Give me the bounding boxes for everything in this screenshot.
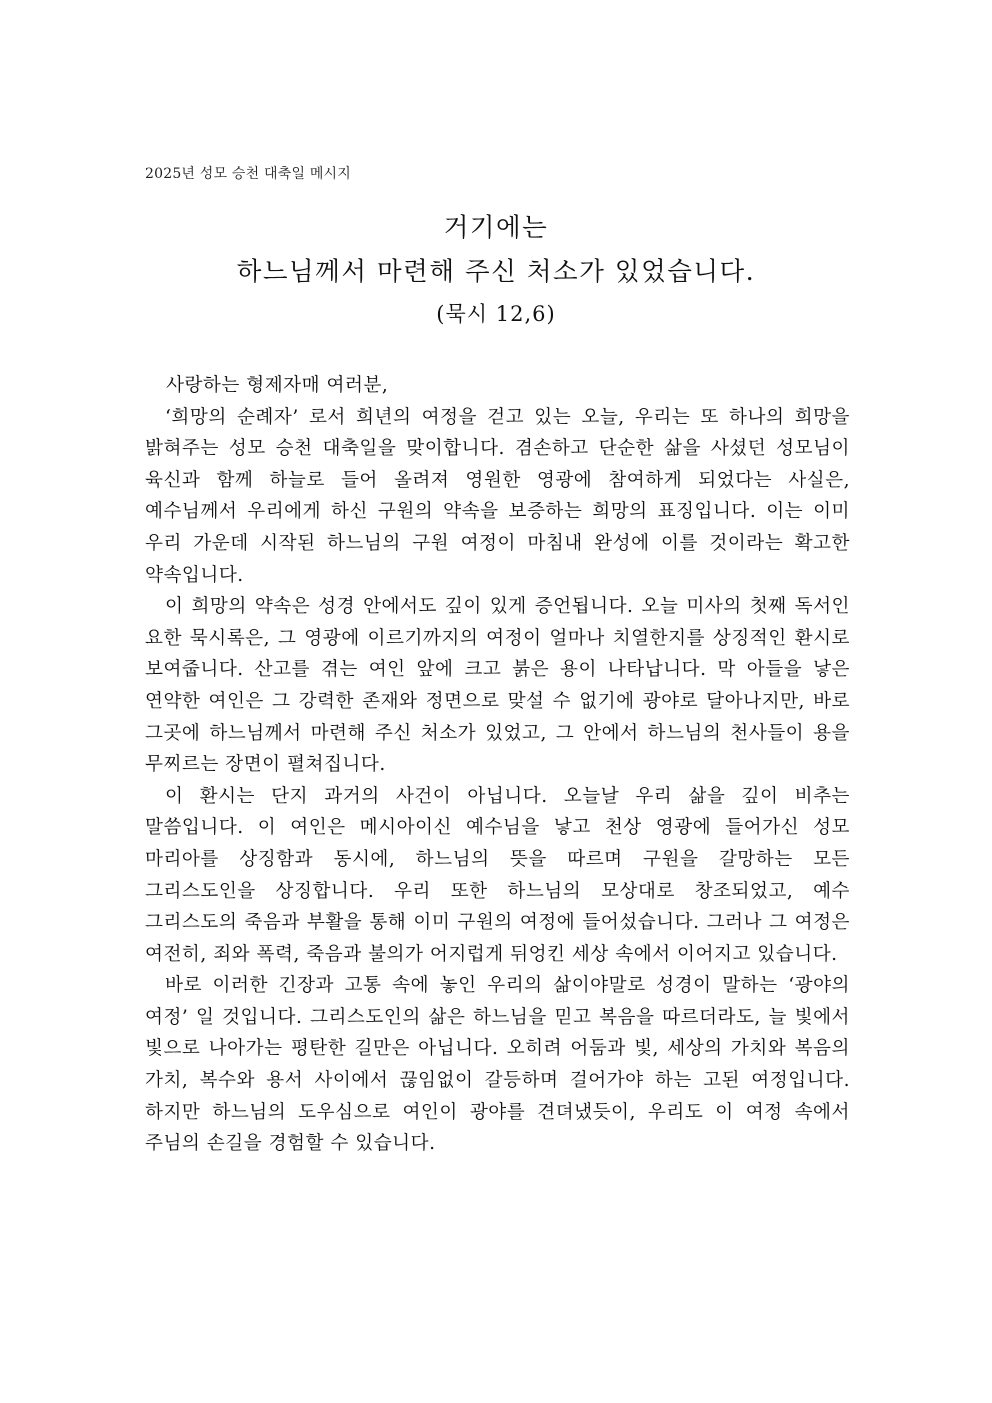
title-line-2: 하느님께서 마련해 주신 처소가 있었습니다.: [236, 257, 756, 287]
paragraph-4: 바로 이러한 긴장과 고통 속에 놓인 우리의 삶이야말로 성경이 말하는 ‘광야의 여정’ 일 것입니다. 그리스도인의 삶은 하느님을 믿고 복음을 따르더라도, 늘 빛에서 빛으로 나아가는 평탄한 길만은 아닙니다. 오히려 어둠과 빛, 세상의 가치와 복음의 가치, 복수와 용서 사이에서 끊임없이 갈등하며 걸어가야 하는 고된 여정입니다. 하지만 하느님의 도우심으로 여인이 광야를 견뎌냈듯이, 우리도 이 여정 속에서 주님의 손길을 경험할 수 있습니다.: [145, 975, 850, 1155]
title-block: [0, 206, 992, 330]
paragraph-3: 이 환시는 단지 과거의 사건이 아닙니다. 오늘날 우리 삶을 깊이 비추는 말씀입니다. 이 여인은 메시아이신 예수님을 낳고 천상 영광에 들어가신 성모 마리아를 상징함과 동시에, 하느님의 뜻을 따르며 구원을 갈망하는 모든 그리스도인을 상징합니다. 우리 또한 하느님의 모상대로 창조되었고, 예수 그리스도의 죽음과 부활을 통해 이미 구원의 여정에 들어섰습니다. 그러나 그 여정은 여전히, 죄와 폭력, 죽음과 불의가 어지럽게 뒤엉킨 세상 속에서 이어지고 있습니다.: [145, 785, 850, 965]
paragraph-2: 이 희망의 약속은 성경 안에서도 깊이 있게 증언됩니다. 오늘 미사의 첫째 독서인 요한 묵시록은, 그 영광에 이르기까지의 여정이 얼마나 치열한지를 상징적인 환시로 보여줍니다. 산고를 겪는 여인 앞에 크고 붉은 용이 나타납니다. 막 아들을 낳은 연약한 여인은 그 강력한 존재와 정면으로 맞설 수 없기에 광야로 달아나지만, 바로 그곳에 하느님께서 마련해 주신 처소가 있었고, 그 안에서 하느님의 천사들이 용을 무찌르는 장면이 펼쳐집니다.: [145, 596, 850, 776]
message-body: [145, 370, 850, 1160]
greeting: 사랑하는 형제자매 여러분,: [166, 375, 389, 396]
title-reference: (묵시 12,6): [436, 302, 556, 326]
paragraph-1: ‘희망의 순례자’ 로서 희년의 여정을 걷고 있는 오늘, 우리는 또 하나의 희망을 밝혀주는 성모 승천 대축일을 맞이합니다. 겸손하고 단순한 삶을 사셨던 성모님이 육신과 함께 하늘로 들어 올려져 영원한 영광에 참여하게 되었다는 사실은, 예수님께서 우리에게 하신 구원의 약속을 보증하는 희망의 표징입니다. 이는 이미 우리 가운데 시작된 하느님의 구원 여정이 마침내 완성에 이를 것이라는 확고한 약속입니다.: [145, 406, 850, 586]
header-note: 2025년 성모 승천 대축일 메시지: [145, 166, 351, 182]
title-line-1: 거기에는: [443, 213, 549, 243]
